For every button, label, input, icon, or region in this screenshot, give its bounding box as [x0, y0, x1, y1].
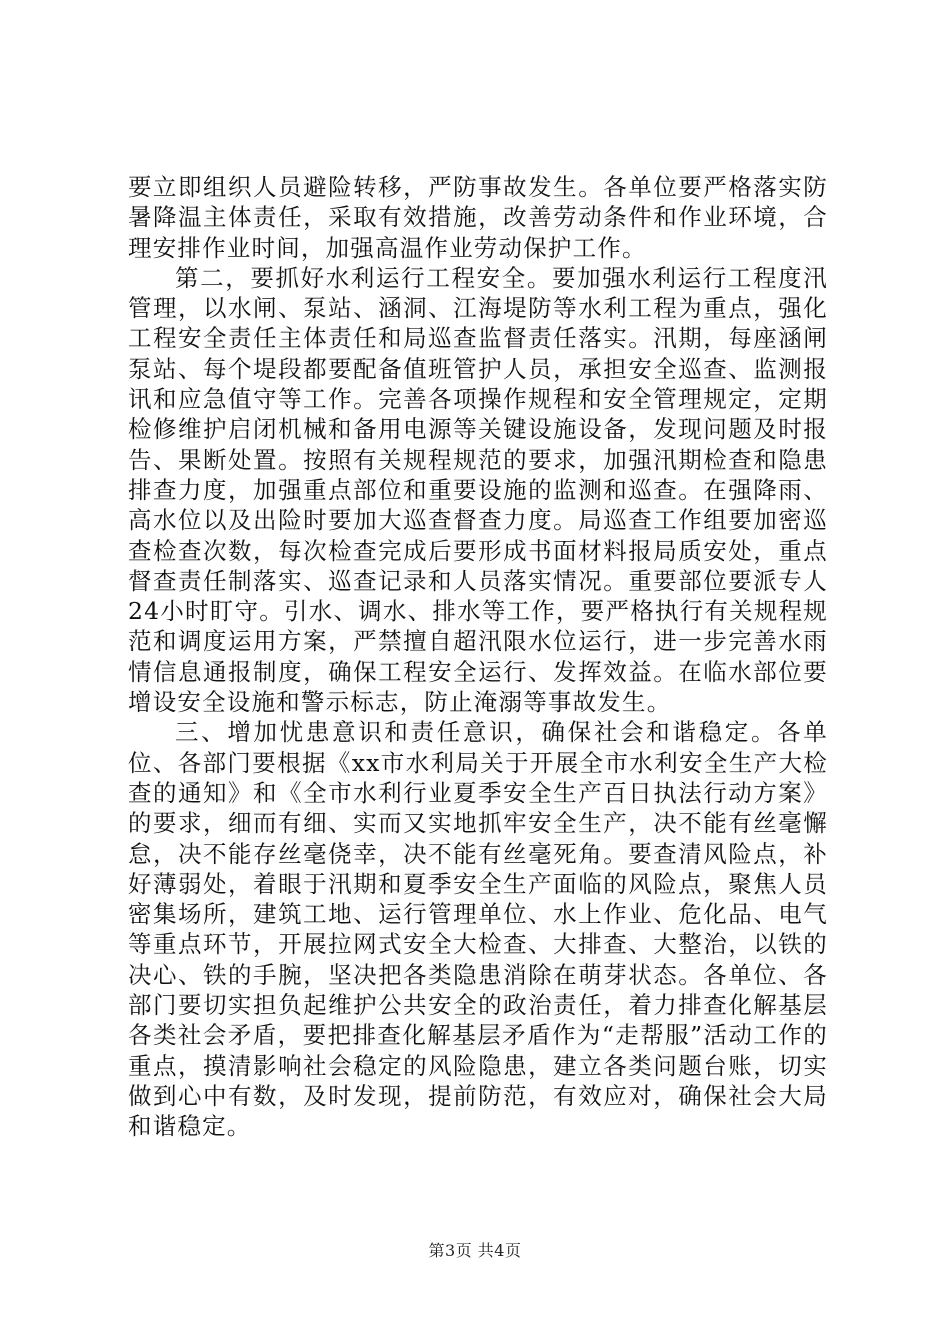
paragraph-water-project-safety: 第二，要抓好水利运行工程安全。要加强水利运行工程度汛管理，以水闸、泵站、涵洞、江海堤防等水利工程为重点，强化工程安全责任主体责任和局巡查监督责任落实。汛期，每座涵闸泵站、每个堤段都要配备值班管护人员，承担安全巡查、监测报讯和应急值守等工作。完善各项操作规程和安全管理规定，定期检修维护启闭机械和备用电源等关键设施设备，发现问题及时报告、果断处置。按照有关规程规范的要求，加强汛期检查和隐患排查力度，加强重点部位和重要设施的监测和巡查。在强降雨、高水位以及出险时要加大巡查督查力度。局巡查工作组要加密巡查检查次数，每次检查完成后要形成书面材料报局质安处，重点督查责任制落实、巡查记录和人员落实情况。重要部位要派专人24小时盯守。引水、调水、排水等工作，要严格执行有关规程规范和调度运用方案，严禁擅自超汛限水位运行，进一步完善水雨情信息通报制度，确保工程安全运行、发挥效益。在临水部位要增设安全设施和警示标志，防止淹溺等事故发生。 [128, 263, 828, 717]
paragraph-continuation: 要立即组织人员避险转移，严防事故发生。各单位要严格落实防暑降温主体责任，采取有效措施，改善劳动条件和作业环境，合理安排作业时间，加强高温作业劳动保护工作。 [128, 173, 828, 262]
page-footer: 第3页 共4页 [428, 1241, 522, 1260]
paragraph-social-stability: 三、增加忧患意识和责任意识，确保社会和谐稳定。各单位、各部门要根据《xx市水利局关于开展全市水利安全生产大检查的通知》和《全市水利行业夏季安全生产百日执法行动方案》的要求，细而有细、实而又实地抓牢安全生产，决不能有丝毫懈怠，决不能存丝毫侥幸，决不能有丝毫死角。要查清风险点，补好薄弱处，着眼于汛期和夏季安全生产面临的风险点，聚焦人员密集场所，建筑工地、运行管理单位、水上作业、危化品、电气等重点环节，开展拉网式安全大检查、大排查、大整治，以铁的决心、铁的手腕，坚决把各类隐患消除在萌芽状态。各单位、各部门要切实担负起维护公共安全的政治责任，着力排查化解基层各类社会矛盾，要把排查化解基层矛盾作为“走帮服”活动工作的重点，摸清影响社会稳定的风险隐患，建立各类问题台账，切实做到心中有数，及时发现，提前防范，有效应对，确保社会大局和谐稳定。 [128, 718, 828, 1141]
document-body [128, 172, 828, 1142]
